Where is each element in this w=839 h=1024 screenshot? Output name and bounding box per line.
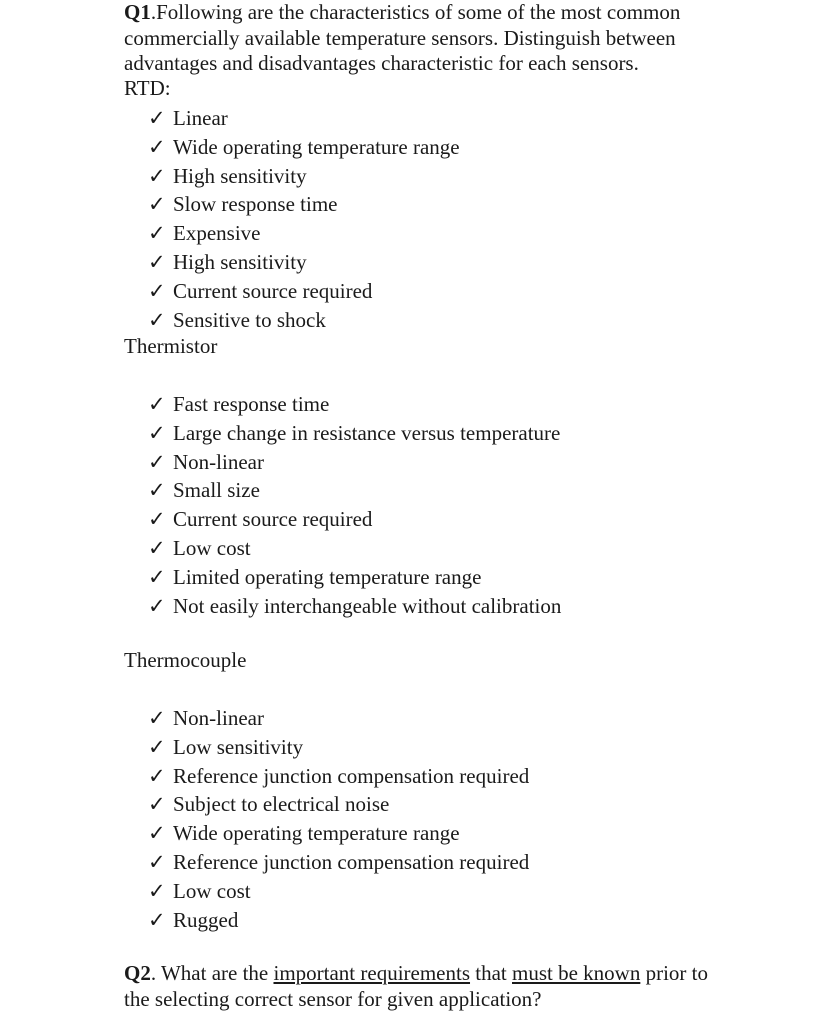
list-item	[148, 248, 460, 277]
list-item	[148, 505, 561, 534]
checkmark-icon: ✓	[148, 163, 166, 188]
section-label-thermistor: Thermistor	[124, 334, 218, 358]
checkmark-icon: ✓	[148, 792, 166, 817]
list-item	[148, 819, 529, 848]
list-item-text: Large change in resistance versus temperature	[173, 420, 561, 445]
checkmark-icon: ✓	[148, 134, 166, 159]
list-item	[148, 790, 529, 819]
checkmark-icon: ✓	[148, 278, 166, 303]
checkmark-icon: ✓	[148, 307, 166, 332]
checkmark-icon: ✓	[148, 734, 166, 759]
list-item	[148, 448, 561, 477]
list-item	[148, 762, 529, 791]
checkmark-icon: ✓	[148, 907, 166, 932]
list-item	[148, 704, 529, 733]
list-item	[148, 906, 529, 935]
section-label-rtd: RTD:	[124, 76, 171, 100]
list-item	[148, 534, 561, 563]
checkmark-icon: ✓	[148, 821, 166, 846]
list-item-text: Not easily interchangeable without calibration	[173, 593, 562, 618]
list-item-text: Expensive	[173, 221, 261, 246]
checkmark-icon: ✓	[148, 420, 166, 445]
list-item	[148, 104, 460, 133]
checkmark-icon: ✓	[148, 249, 166, 274]
list-item	[148, 306, 460, 335]
checkmark-icon: ✓	[148, 478, 166, 503]
checkmark-icon: ✓	[148, 535, 166, 560]
list-item-text: Low cost	[173, 535, 251, 560]
list-item-text: Linear	[173, 106, 228, 130]
list-item	[148, 219, 460, 248]
checkmark-icon: ✓	[148, 593, 166, 618]
thermocouple-list	[148, 704, 529, 934]
section-label-thermocouple: Thermocouple	[124, 648, 247, 672]
question-2-text-part2: that	[470, 961, 513, 985]
list-item-text: High sensitivity	[173, 249, 307, 274]
checkmark-icon: ✓	[148, 507, 166, 532]
list-item-text: Low sensitivity	[173, 734, 304, 759]
checkmark-icon: ✓	[148, 192, 166, 217]
checkmark-icon: ✓	[148, 878, 166, 903]
question-2-text-part1: . What are the	[150, 961, 274, 985]
list-item	[148, 592, 561, 621]
list-item-text: Non-linear	[173, 449, 264, 474]
list-item	[148, 133, 460, 162]
checkmark-icon: ✓	[148, 106, 166, 130]
list-item-text: Wide operating temperature range	[173, 134, 460, 159]
list-item-text: Current source required	[173, 507, 373, 532]
list-item-text: Small size	[173, 478, 260, 503]
question-2-underline-important-requirements: important requirements	[273, 961, 471, 985]
list-item	[148, 162, 460, 191]
list-item-text: Slow response time	[173, 192, 338, 217]
question-2-underline-must-be-known: must be known	[512, 961, 641, 985]
list-item	[148, 190, 460, 219]
list-item-text: Non-linear	[173, 706, 264, 730]
checkmark-icon: ✓	[148, 221, 166, 246]
checkmark-icon: ✓	[148, 564, 166, 589]
list-item	[148, 419, 561, 448]
list-item-text: Current source required	[173, 278, 373, 303]
question-2-number: Q2	[124, 961, 151, 985]
list-item	[148, 563, 561, 592]
checkmark-icon: ✓	[148, 706, 166, 730]
list-item-text: Limited operating temperature range	[173, 564, 482, 589]
rtd-list	[148, 104, 460, 334]
list-item	[148, 476, 561, 505]
list-item	[148, 390, 561, 419]
question-1-number: Q1	[124, 0, 151, 24]
list-item-text: Reference junction compensation required	[173, 763, 530, 788]
question-2	[124, 961, 724, 1012]
list-item	[148, 277, 460, 306]
checkmark-icon: ✓	[148, 849, 166, 874]
list-item-text: Rugged	[173, 907, 239, 932]
thermistor-list	[148, 390, 561, 620]
list-item-text: Low cost	[173, 878, 251, 903]
question-2-text-part3: prior to the selecting correct sensor for given application?	[124, 961, 708, 1011]
list-item-text: High sensitivity	[173, 163, 307, 188]
list-item-text: Fast response time	[173, 392, 330, 416]
list-item-text: Reference junction compensation required	[173, 849, 530, 874]
checkmark-icon: ✓	[148, 392, 166, 416]
checkmark-icon: ✓	[148, 763, 166, 788]
checkmark-icon: ✓	[148, 449, 166, 474]
list-item	[148, 877, 529, 906]
list-item	[148, 848, 529, 877]
question-1-text: .Following are the characteristics of some of the most common commercially available temperature sensors. Distinguish between advantages and disadvantages characteristic for each sensors.	[124, 0, 681, 75]
list-item	[148, 733, 529, 762]
question-1	[124, 0, 724, 77]
list-item-text: Subject to electrical noise	[173, 792, 390, 817]
list-item-text: Sensitive to shock	[173, 307, 326, 332]
list-item-text: Wide operating temperature range	[173, 821, 460, 846]
